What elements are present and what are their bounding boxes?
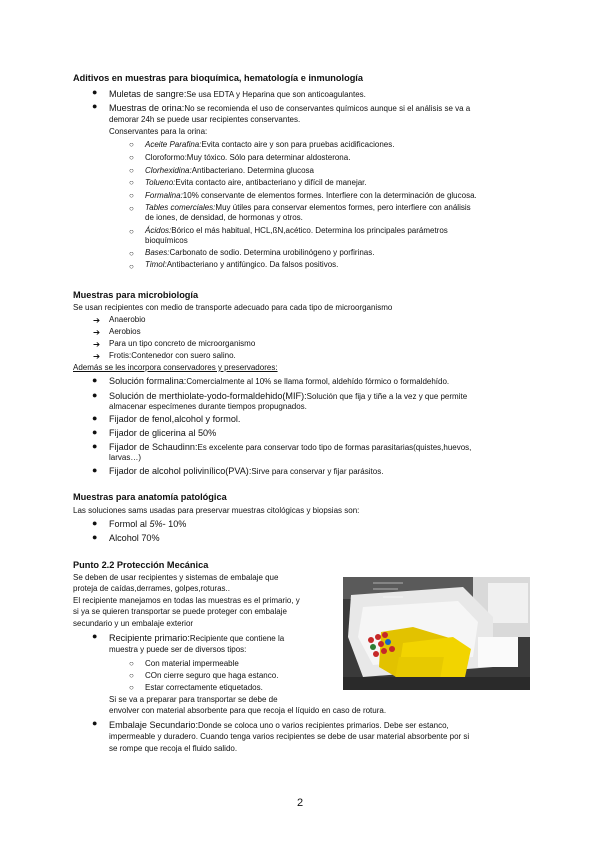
bullet-dot: ●	[92, 390, 98, 400]
bullet-mif-cont: almacenar especímenes durante tiempos propugnados.	[109, 402, 307, 411]
arrow-icon: ➔	[93, 315, 101, 325]
bullet-muletas: Muletas de sangre:Se usa EDTA y Heparina que son anticoagulantes.	[109, 89, 366, 99]
bullet-mif: Solución de merthiolate-yodo-formaldehido(MIF):Solución que fija y tiñe a la vez y que permite	[109, 391, 468, 401]
also-label: Además se les incorpora conservadores y preservadores:	[73, 363, 278, 372]
bullet-schaudinn: Fijador de Schaudinn:Es excelente para conservar todo tipo de formas parasitarias(quistes,huevos,	[109, 442, 472, 452]
item-tables-cont: de iones, de densidad, de hormonas y otros.	[145, 213, 303, 222]
packaging-photo	[343, 577, 530, 690]
conservantes-label: Conservantes para la orina:	[109, 127, 208, 136]
arrow-item: Para un tipo concreto de microorganismo	[109, 339, 256, 348]
circle-bullet: ○	[129, 671, 134, 680]
sub-cierre: COn cierre seguro que haga estanco.	[145, 671, 279, 680]
anatomia-intro: Las soluciones sams usadas para preservar muestras citológicas y biopsias son:	[73, 506, 360, 515]
section-title-aditivos: Aditivos en muestras para bioquímica, hematología e inmunología	[73, 73, 363, 83]
bullet-dot: ●	[92, 532, 98, 542]
circle-bullet: ○	[129, 204, 134, 213]
circle-bullet: ○	[129, 227, 134, 236]
bullet-formol: Formol al 5%- 10%	[109, 519, 187, 529]
proteccion-p2: proteja de caídas,derrames, golpes,roturas..	[73, 584, 230, 593]
circle-bullet: ○	[129, 262, 134, 271]
bullet-orina: Muestras de orina:No se recomienda el uso de conservantes químicos aunque si el análisis se va a	[109, 103, 471, 113]
bullet-secundario-cont2: se rompe que recoja el fluido salido.	[109, 744, 238, 753]
bullet-dot: ●	[92, 87, 98, 97]
page-number: 2	[296, 797, 304, 809]
after-transport: Si se va a preparar para transportar se debe de	[109, 695, 278, 704]
bullet-dot: ●	[92, 718, 98, 728]
item-formalina: Formalina:10% conservante de elementos formes. Interfiere con la determinación de glucosa.	[145, 191, 477, 200]
sub-impermeable: Con material impermeable	[145, 659, 239, 668]
item-tolueno: Tolueno:Evita contacto aire, antibacteriano y difícil de manejar.	[145, 178, 367, 187]
arrow-icon: ➔	[93, 327, 101, 337]
bullet-secundario-cont: impermeable y duradero. Cuando tenga varios recipientes se debe de usar material absorbente por si	[109, 732, 470, 741]
circle-bullet: ○	[129, 166, 134, 175]
circle-bullet: ○	[129, 140, 134, 149]
packaging-photo-illustration	[343, 577, 530, 690]
arrow-item: Aerobios	[109, 327, 141, 336]
item-timol: Timol:Antibacteriano y antifúngico. Da falsos positivos.	[145, 260, 339, 269]
bullet-dot: ●	[92, 375, 98, 385]
item-clorhexidina: Clorhexidina:Antibacteriano. Determina glucosa	[145, 166, 314, 175]
bullet-secundario: Embalaje Secundario:Donde se coloca uno o varios recipientes primarios. Debe ser estanco,	[109, 720, 449, 730]
circle-bullet: ○	[129, 683, 134, 692]
bullet-dot: ●	[92, 101, 98, 111]
bullet-dot: ●	[92, 518, 98, 528]
bullet-dot: ●	[92, 465, 98, 475]
bullet-dot: ●	[92, 427, 98, 437]
section-title-microbiologia: Muestras para microbiología	[73, 290, 199, 300]
arrow-item: Frotis:Contenedor con suero salino.	[109, 351, 236, 360]
section-title-proteccion: Punto 2.2 Protección Mecánica	[73, 560, 209, 570]
proteccion-p3: El recipiente manejamos en todas las muestras es el primario, y	[73, 596, 300, 605]
circle-bullet: ○	[129, 659, 134, 668]
item-cloroformo: Cloroformo:Muy tóxico. Sólo para determinar aldosterona.	[145, 153, 351, 162]
circle-bullet: ○	[129, 249, 134, 258]
arrow-item: Anaerobio	[109, 315, 146, 324]
bullet-dot: ●	[92, 413, 98, 423]
sub-etiquetados: Estar correctamente etiquetados.	[145, 683, 263, 692]
arrow-icon: ➔	[93, 339, 101, 349]
bullet-recipiente-cont: muestra y puede ser de diversos tipos:	[109, 645, 247, 654]
item-tables: Tables comerciales:Muy útiles para conservar elementos formes, pero interfiere con análisis	[145, 203, 471, 212]
bullet-formalina: Solución formalina:Comercialmente al 10% se llama formol, aldehído fórmico o formaldehído.	[109, 376, 450, 386]
bullet-dot: ●	[92, 441, 98, 451]
arrow-icon: ➔	[93, 351, 101, 361]
item-acidos-cont: bioquímicos	[145, 236, 188, 245]
circle-bullet: ○	[129, 191, 134, 200]
bullet-glicerina: Fijador de glicerina al 50%	[109, 428, 217, 438]
proteccion-p4: si ya se quieren transportar se puede proteger con embalaje	[73, 607, 287, 616]
circle-bullet: ○	[129, 153, 134, 162]
proteccion-p5: secundario y un embalaje exterior	[73, 619, 194, 628]
item-parafina: Aceite Parafina:Evita contacto aire y son para pruebas acidificaciones.	[145, 140, 395, 149]
proteccion-p1: Se deben de usar recipientes y sistemas de embalaje que	[73, 573, 279, 582]
item-bases: Bases:Carbonato de sodio. Determina urobilinógeno y porfirinas.	[145, 248, 375, 257]
bullet-alcohol: Alcohol 70%	[109, 533, 160, 543]
section-title-anatomia: Muestras para anatomía patológica	[73, 492, 227, 502]
item-acidos: Ácidos:Bórico el más habitual, HCL,ßN,acético. Determina los principales parámetros	[145, 226, 448, 235]
bullet-fenol: Fijador de fenol,alcohol y formol.	[109, 414, 241, 424]
bullet-recipiente-primario: Recipiente primario:Recipiente que contiene la	[109, 633, 285, 643]
bullet-pva: Fijador de alcohol polivinílico(PVA):Sirve para conservar y fijar parásitos.	[109, 466, 384, 476]
bullet-schaudinn-cont: larvas…)	[109, 453, 142, 462]
bullet-dot: ●	[92, 631, 98, 641]
bullet-orina-cont: demorar 24h se puede usar recipientes conservantes.	[109, 115, 301, 124]
micro-intro: Se usan recipientes con medio de transporte adecuado para cada tipo de microorganismo	[73, 303, 393, 312]
circle-bullet: ○	[129, 178, 134, 187]
after-transport-cont: envolver con material absorbente para que recoja el líquido en caso de rotura.	[109, 706, 387, 715]
